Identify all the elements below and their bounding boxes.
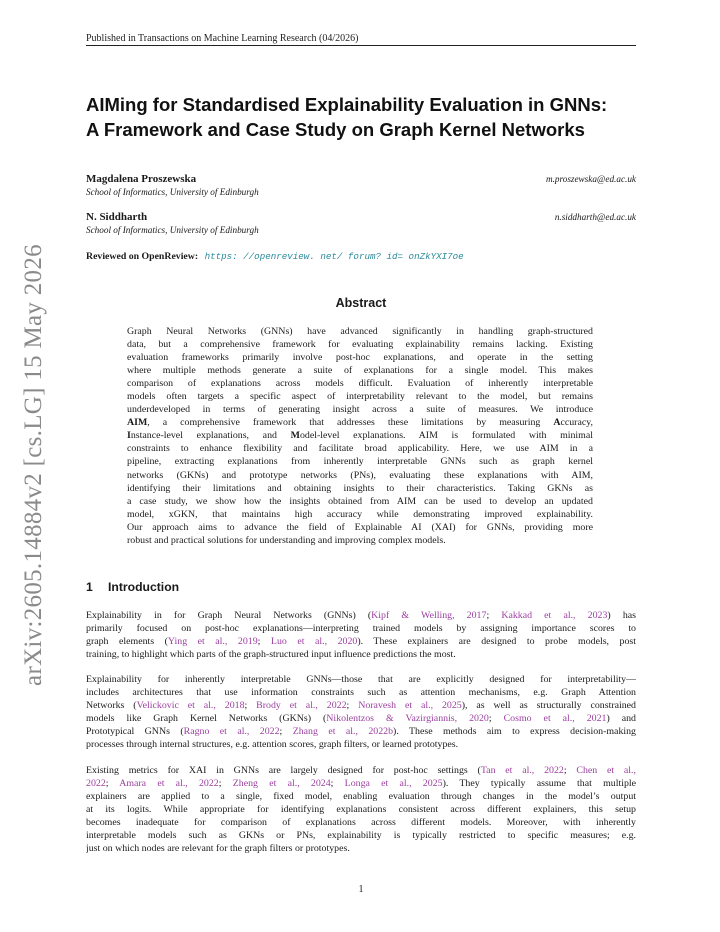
abstract-line: underdeveloped in terms of generating insight across a suite of measures. We introduce xyxy=(127,404,593,416)
citation-link[interactable]: Nikolentzos & Vazirgiannis, 2020 xyxy=(326,713,489,725)
paragraph-line: Explainability in for Graph Neural Networks (GNNs) (Kipf & Welling, 2017; Kakkad et al., 2023) has xyxy=(86,610,636,621)
abstract-line: Graph Neural Networks (GNNs) have advanced significantly in handling graph-structured xyxy=(127,326,593,337)
paragraph-line: just on which nodes are relevant for the graph filters or prototypes. xyxy=(86,843,350,855)
abstract-line: networks (GKNs) and prototype networks (PNs), evaluating these explanations with AIM, xyxy=(127,469,593,481)
abstract-line: constraints to enhance flexibility and facilitate broad applicability. Here, we use AIM in a xyxy=(127,443,593,455)
author-name: Magdalena Proszewska xyxy=(86,173,197,185)
paragraph-line: becomes inadequate for comparison of explanations across different models. Moreover, with inherently xyxy=(86,817,636,829)
running-header: Published in Transactions on Machine Learning Research (04/2026) xyxy=(86,33,359,44)
abstract-line: where multiple methods generate a suite of explanations for a single model. This makes xyxy=(127,365,593,377)
citation-link[interactable]: Longa et al., 2025 xyxy=(344,778,443,790)
intro-paragraph xyxy=(86,764,636,855)
abstract-line: data, but a comprehensive framework for evaluating explainability remains lacking. Existing xyxy=(127,339,593,351)
paragraph-line: models like Graph Kernel Networks (GKNs) (Nikolentzos & Vazirgiannis, 2020; Cosmo et al., 2021) and xyxy=(86,713,636,725)
citation-link[interactable]: Brody et al., 2022 xyxy=(256,700,347,712)
openreview-link[interactable]: https: //openreview. net/ forum? id= onZkYXI7oe xyxy=(204,251,464,262)
abstract-line: Our approach aims to advance the field of Explainable AI (XAI) for GNNs, providing more xyxy=(127,521,593,533)
abstract-line: comparison of explanations across models difficult. Evaluation of inherently interpretable xyxy=(127,378,593,390)
section-heading xyxy=(86,580,636,594)
paragraph-line: explainers are applied to a single, fixed model, enabling evaluation through changes in the model’s output xyxy=(86,791,636,803)
title-line-1: AIMing for Standardised Explainability Evaluation in GNNs: xyxy=(86,94,608,115)
abstract-line: evaluation frameworks primarily involve post-hoc explanations, and operate in the setting xyxy=(127,352,593,364)
abstract-line: models often targets a specific aspect of interpretability relevant to the model, but remains xyxy=(127,391,593,403)
abstract-line: Instance-level explanations, and Model-level explanations. AIM is formulated with minimal xyxy=(127,430,593,442)
header-rule xyxy=(86,45,636,46)
abstract-line: model, xGKN, that maintains high accuracy while demonstrating improved explainability. xyxy=(127,508,593,520)
abstract-line: pipeline, extracting explanations from inherently interpretable GNNs such as graph kernel xyxy=(127,456,593,468)
citation-link[interactable]: Amara et al., 2022 xyxy=(119,778,219,790)
author-block xyxy=(86,211,636,236)
arxiv-identifier: arXiv:2605.14884v2 [cs.LG] 15 May 2026 xyxy=(20,244,47,686)
author-affiliation: School of Informatics, University of Edinburgh xyxy=(86,225,259,235)
citation-link[interactable]: Zhang et al., 2022b xyxy=(292,726,394,738)
paragraph-line: Networks (Velickovic et al., 2018; Brody et al., 2022; Noravesh et al., 2025), as well as structurally constrained xyxy=(86,700,636,712)
title-line-2: A Framework and Case Study on Graph Kernel Networks xyxy=(86,119,585,140)
arxiv-sidebar xyxy=(10,244,58,686)
citation-link[interactable]: Chen et al., xyxy=(576,765,636,776)
citation-link[interactable]: 2022 xyxy=(86,778,106,790)
author-affiliation: School of Informatics, University of Edinburgh xyxy=(86,187,259,197)
author-name: N. Siddharth xyxy=(86,211,148,223)
paragraph-line: includes architectures that use information constraints such as attention mechanisms, e.g. Graph Attention xyxy=(86,687,636,699)
citation-link[interactable]: Tan et al., 2022 xyxy=(480,765,564,776)
paragraph-line: processes through internal structures, e.g. attention scores, graph filters, or learned prototypes. xyxy=(86,739,459,751)
paragraph-line: 2022; Amara et al., 2022; Zheng et al., 2024; Longa et al., 2025). They typically assume that multiple xyxy=(86,778,636,790)
citation-link[interactable]: Noravesh et al., 2025 xyxy=(358,700,462,712)
citation-link[interactable]: Zheng et al., 2024 xyxy=(232,778,331,790)
section-title: Introduction xyxy=(108,580,180,594)
abstract-line: robust and practical solutions for understanding and improving complex models. xyxy=(127,534,446,546)
paragraph-line: training, to highlight which parts of the graph-structured input influence predictions the most. xyxy=(86,649,456,661)
intro-paragraph xyxy=(86,673,636,751)
abstract-line: identifying their limitations and obtaining insights to their characteristics. Taking GKNs as xyxy=(127,482,593,494)
paragraph-line: at its logits. While appropriate for identifying explanations consistent across different explainers, this setup xyxy=(86,804,636,816)
paper-title xyxy=(86,92,646,142)
page-number: 1 xyxy=(358,884,364,895)
author-email[interactable]: m.proszewska@ed.ac.uk xyxy=(545,174,636,184)
intro-paragraph xyxy=(86,609,636,661)
paragraph-line: Existing metrics for XAI in GNNs are largely designed for post-hoc settings (Tan et al., 2022; Chen et al., xyxy=(86,765,636,776)
citation-link[interactable]: Velickovic et al., 2018 xyxy=(136,700,245,712)
paragraph-line: primarily focused on post-hoc explanations—interpreting trained models by assigning importance scores to xyxy=(86,623,636,635)
abstract-line: AIM, a comprehensive framework that addresses these limitations by measuring Accuracy, xyxy=(127,417,593,429)
citation-link[interactable]: Cosmo et al., 2021 xyxy=(503,713,607,725)
section-number: 1 xyxy=(86,580,93,594)
citation-link[interactable]: Ragno et al., 2022 xyxy=(183,726,280,738)
paragraph-line: interpretable models such as GKNs or PNs, explainability is typically restricted to specific measures; e.g. xyxy=(86,830,636,842)
paragraph-line: graph elements (Ying et al., 2019; Luo et al., 2020). These explainers are designed to probe models, post xyxy=(86,636,636,648)
citation-link[interactable]: Kakkad et al., 2023 xyxy=(501,610,608,621)
citation-link[interactable]: Kipf & Welling, 2017 xyxy=(371,610,487,621)
abstract-body xyxy=(127,325,593,547)
paragraph-line: Prototypical GNNs (Ragno et al., 2022; Zhang et al., 2022b). These methods aim to express decision-making xyxy=(86,726,636,738)
citation-link[interactable]: Luo et al., 2020 xyxy=(270,636,358,648)
review-label: Reviewed on OpenReview: xyxy=(86,251,199,262)
author-email[interactable]: n.siddharth@ed.ac.uk xyxy=(554,212,636,222)
review-line xyxy=(86,251,464,262)
citation-link[interactable]: Ying et al., 2019 xyxy=(167,636,258,648)
author-block xyxy=(86,173,636,198)
abstract-heading: Abstract xyxy=(335,296,387,310)
abstract-line: a case study, we show how the insights obtained from AIM can be used to develop an updated xyxy=(127,495,593,507)
paragraph-line: Explainability for inherently interpretable GNNs—those that are explicitly designed for interpretability— xyxy=(86,674,636,685)
